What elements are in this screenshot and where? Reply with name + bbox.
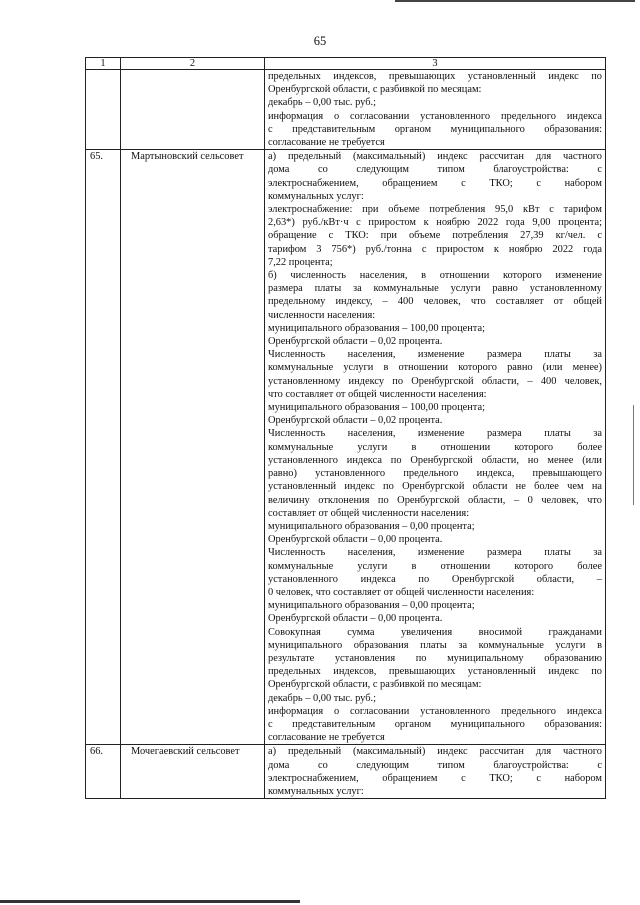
text-line: установленный индекс по Оренбургской области не более чем на: [268, 481, 602, 493]
text-line: Численность населения, изменение размера платы за: [268, 547, 602, 559]
text-line: а) предельный (максимальный) индекс рассчитан для частного: [268, 746, 602, 758]
text-line: коммунальных услуг:: [268, 190, 364, 202]
text-line: электроснабжением, обращением с ТКО; с набором: [268, 177, 602, 189]
text-line: электроснабжение: при объеме потребления 95,0 кВт с тарифом: [268, 204, 602, 216]
text-line: с представительным органом муниципального образования:: [268, 123, 602, 135]
text-line: численности населения:: [268, 309, 376, 321]
text-line: Оренбургской области – 0,02 процента.: [268, 415, 443, 427]
municipality-name: Мочегаевский сельсовет: [121, 745, 265, 799]
text-line: 2,63*) руб./кВт·ч с приростом к ноябрю 2022 года 9,00 процента;: [268, 217, 602, 229]
column-header-3: 3: [265, 58, 606, 70]
text-line: 7,22 процента;: [268, 256, 333, 268]
text-line: дома со следующим типом благоустройства: с: [268, 164, 602, 176]
text-line: Оренбургской области, с разбивкой по месяцам:: [268, 84, 482, 96]
text-line: информация о согласовании установленного предельного индекса: [268, 110, 602, 122]
text-line: муниципального образования – 0,00 процента;: [268, 600, 475, 612]
index-description: [265, 150, 606, 745]
municipality-name: [121, 70, 265, 150]
text-line: коммунальные услуги в отношении которого более: [268, 560, 602, 572]
text-line: дома со следующим типом благоустройства: с: [268, 759, 602, 771]
text-line: коммунальные услуги в отношении которого равно (или менее): [268, 362, 602, 374]
text-line: Оренбургской области, с разбивкой по месяцам:: [268, 679, 482, 691]
text-line: установленному индексу по Оренбургской области, – 400 человек,: [268, 375, 602, 387]
table-row: [86, 70, 606, 150]
row-number: 65.: [86, 150, 121, 745]
column-header-1: 1: [86, 58, 121, 70]
text-line: Оренбургской области – 0,00 процента.: [268, 613, 443, 625]
table-row: [86, 150, 606, 745]
text-line: тарифом 3 756*) руб./тонна с приростом к ноябрю 2022 года: [268, 243, 602, 255]
text-line: электроснабжением, обращением с ТКО; с набором: [268, 772, 602, 784]
text-line: предельному индексу, – 400 человек, что составляет от общей: [268, 296, 602, 308]
scan-edge-right: [633, 405, 634, 505]
text-line: составляет от общей численности населения:: [268, 507, 470, 519]
index-description: [265, 745, 606, 799]
table-row: [86, 745, 606, 799]
text-line: размера платы за коммунальные услуги равно установленному: [268, 283, 602, 295]
text-line: предельных индексов, превышающих установленный индекс по: [268, 666, 602, 678]
text-line: Оренбургской области – 0,02 процента.: [268, 336, 443, 348]
text-line: Совокупная сумма увеличения вносимой гражданами: [268, 626, 602, 638]
text-line: муниципального образования платы за коммунальные услуги в: [268, 639, 602, 651]
row-number: [86, 70, 121, 150]
text-line: декабрь – 0,00 тыс. руб.;: [268, 97, 377, 109]
text-line: Оренбургской области – 0,00 процента.: [268, 534, 443, 546]
page-number: 65: [313, 34, 327, 48]
column-header-2: 2: [121, 58, 265, 70]
text-line: согласование не требуется: [268, 732, 385, 744]
text-line: результате установления по муниципальному образованию: [268, 652, 602, 664]
text-line: коммунальных услуг:: [268, 785, 364, 797]
index-description: [265, 70, 606, 150]
text-line: установленного индекса по Оренбургской области, но менее (или: [268, 454, 602, 466]
municipality-name: Мартыновский сельсовет: [121, 150, 265, 745]
scan-edge-bottom: [0, 900, 300, 903]
text-line: муниципального образования – 100,00 процента;: [268, 402, 485, 414]
table-header-row: [86, 58, 606, 70]
text-line: что составляет от общей численности населения:: [268, 388, 487, 400]
scan-edge-top: [395, 0, 635, 2]
text-line: установленного индекса по Оренбургской области, –: [268, 573, 602, 585]
text-line: а) предельный (максимальный) индекс рассчитан для частного: [268, 151, 602, 163]
text-line: муниципального образования – 0,00 процента;: [268, 520, 475, 532]
row-number: 66.: [86, 745, 121, 799]
text-line: Численность населения, изменение размера платы за: [268, 428, 602, 440]
text-line: предельных индексов, превышающих установленный индекс по: [268, 71, 602, 82]
text-line: обращение с ТКО: при объеме потребления 27,39 кг/чел. с: [268, 230, 602, 242]
text-line: равно) установленного предельного индекса, превышающего: [268, 468, 602, 480]
text-line: согласование не требуется: [268, 137, 385, 149]
text-line: муниципального образования – 100,00 процента;: [268, 322, 485, 334]
text-line: б) численность населения, в отношении которого изменение: [268, 270, 602, 282]
text-line: информация о согласовании установленного предельного индекса: [268, 705, 602, 717]
text-line: величину отклонения по Оренбургской области, – 0 человек, что: [268, 494, 602, 506]
text-line: Численность населения, изменение размера платы за: [268, 349, 602, 361]
text-line: коммунальные услуги в отношении которого более: [268, 441, 602, 453]
index-table: [85, 57, 606, 799]
text-line: декабрь – 0,00 тыс. руб.;: [268, 692, 377, 704]
table-body: [86, 70, 606, 799]
text-line: с представительным органом муниципального образования:: [268, 718, 602, 730]
text-line: 0 человек, что составляет от общей численности населения:: [268, 586, 535, 598]
